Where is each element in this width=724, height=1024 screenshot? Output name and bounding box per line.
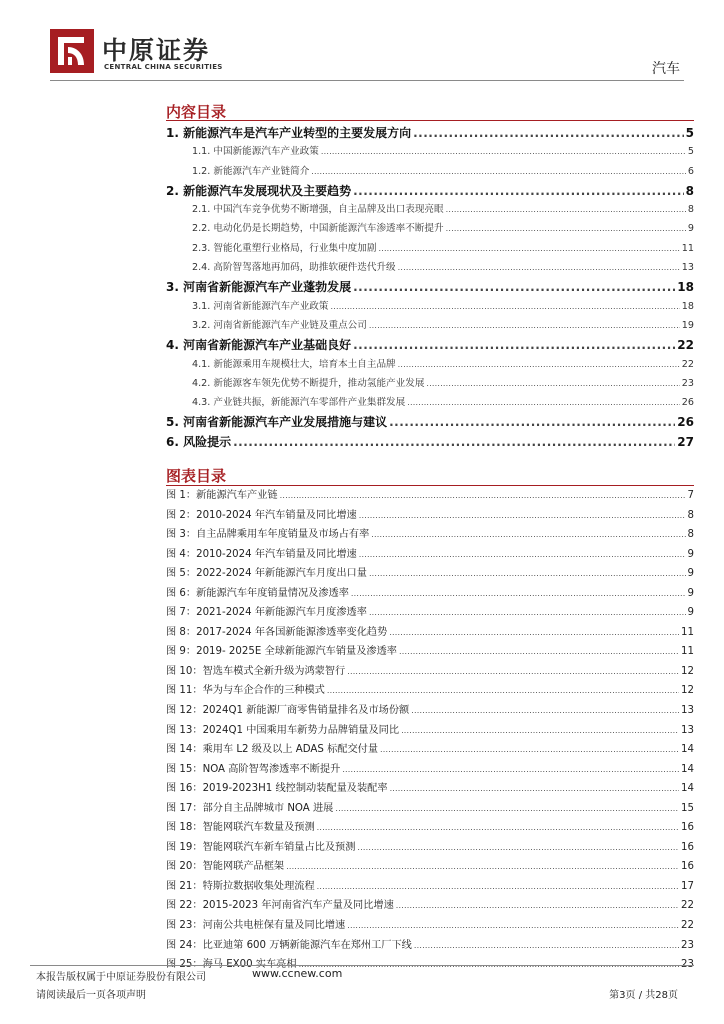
toc-entry[interactable] [166,721,694,741]
dot-leader [426,379,679,388]
toc-entry-label: 图 13：2024Q1 中国乘用车新势力品牌销量及同比 [166,724,400,736]
toc-entry-page: 16 [681,861,694,873]
toc-entry-page: 23 [681,939,694,951]
toc-entry[interactable] [166,662,694,682]
dot-leader [311,167,686,176]
toc-entry-label: 图 7：2021-2024 年新能源汽车月度渗透率 [166,607,367,619]
toc-entry-page: 14 [681,763,694,775]
dot-leader [317,882,679,891]
toc-entry[interactable] [166,916,694,936]
dot-leader [330,302,679,311]
brand-name-cn: 中原证券 [102,36,211,65]
toc-entry[interactable] [166,317,694,336]
disclaimer-notice: 请阅读最后一页各项声明 [36,990,146,1001]
toc-entry-page: 17 [681,880,694,892]
dot-leader [351,589,686,598]
toc-entry-label: 图 20：智能网联产品框架 [166,861,285,873]
toc-entry-page: 9 [687,223,694,235]
toc-entry-page: 5 [687,146,694,158]
toc-entry-page: 22 [681,900,694,912]
dot-leader [378,244,679,253]
toc-entry-page: 16 [681,841,694,853]
toc-entry-label: 图 6：新能源汽车年度销量情况及渗透率 [166,587,349,599]
toc-entry-page: 9 [687,587,694,599]
toc-entry-label: 图 23：河南公共电桩保有量及同比增速 [166,920,346,932]
dot-leader [414,941,679,950]
toc-entry-page: 19 [681,319,694,331]
toc-entry-page: 8 [687,509,694,521]
dot-leader [369,569,686,578]
toc-entry[interactable] [166,603,694,623]
table-of-contents [166,124,694,452]
toc-entry[interactable] [166,838,694,858]
dot-leader [359,511,686,520]
toc-entry-page: 11 [681,626,694,638]
toc-entry-label: 4. 河南省新能源汽车产业基础良好 [166,338,352,353]
toc-entry[interactable] [166,760,694,780]
toc-entry-page: 15 [681,802,694,814]
toc-entry-label: 1.2. 新能源汽车产业链简介 [192,165,310,177]
figures-title: 图表目录 [166,467,227,485]
dot-leader [401,726,679,735]
dot-leader [371,530,685,539]
toc-entry-label: 5. 河南省新能源汽车产业发展措施与建议 [166,415,388,430]
dot-leader [389,415,675,429]
dot-leader [398,263,680,272]
toc-entry-page: 22 [681,920,694,932]
toc-entry-label: 图 4：2010-2024 年汽车销量及同比增速 [166,548,357,560]
toc-entry-label: 图 3：自主品牌乘用车年度销量及市场占有率 [166,529,370,541]
toc-entry-label: 图 12：2024Q1 新能源厂商零售销量排名及市场份额 [166,705,410,717]
toc-entry-page: 13 [681,705,694,717]
toc-entry-page: 12 [681,665,694,677]
contents-title: 内容目录 [166,103,227,121]
dot-leader [359,550,686,559]
toc-entry-page: 22 [677,338,694,353]
toc-entry[interactable] [166,857,694,877]
toc-entry[interactable] [166,278,694,297]
dot-leader [347,921,679,930]
toc-entry[interactable] [166,124,694,143]
toc-entry-label: 6. 风险提示 [166,434,232,449]
toc-entry-label: 1. 新能源汽车是汽车产业转型的主要发展方向 [166,126,412,140]
dot-leader [286,862,679,871]
toc-entry-label: 图 10：智选车模式全新升级为鸿蒙智行 [166,665,346,677]
toc-entry-label: 图 8：2017-2024 年各国新能源渗透率变化趋势 [166,626,388,638]
toc-entry-page: 18 [677,280,694,295]
toc-entry[interactable] [166,779,694,799]
dot-leader [357,843,679,852]
toc-entry[interactable] [166,413,694,432]
figure-list [166,486,694,975]
sector-label: 汽车 [652,61,680,77]
toc-entry[interactable] [166,740,694,760]
toc-entry-page: 5 [685,126,694,140]
toc-entry-label: 图 15：NOA 高阶智驾渗透率不断提升 [166,763,341,775]
toc-entry-page: 11 [681,242,694,254]
toc-entry[interactable] [166,525,694,545]
page-number: 第3页 / 共28页 [609,990,678,1001]
dot-leader [347,667,679,676]
toc-entry-page: 22 [681,358,694,370]
toc-entry[interactable] [166,356,694,375]
contents-divider [166,120,694,121]
toc-entry[interactable] [166,201,694,220]
toc-entry-page: 23 [681,959,694,971]
toc-entry-page: 8 [685,183,694,198]
toc-entry-page: 26 [677,415,694,430]
toc-entry-label: 图 18：智能网联汽车数量及预测 [166,822,315,834]
toc-entry[interactable] [166,182,694,201]
dot-leader [369,608,686,617]
footer-divider [30,965,694,966]
toc-entry-label: 图 9：2019- 2025E 全球新能源汽车销量及渗透率 [166,646,397,658]
header-divider [50,80,684,81]
toc-entry-label: 2.3. 智能化重塑行业格局，行业集中度加剧 [192,242,377,254]
toc-entry-page: 27 [677,434,694,449]
toc-entry-page: 26 [681,397,694,409]
dot-leader [380,745,679,754]
toc-entry[interactable] [166,877,694,897]
toc-entry-label: 图 16：2019-2023H1 线控制动装配量及装配率 [166,783,388,795]
toc-entry-page: 13 [681,262,694,274]
toc-entry[interactable] [166,818,694,838]
toc-entry-page: 13 [681,724,694,736]
toc-entry-page: 23 [681,377,694,389]
toc-entry-label: 图 21：特斯拉数据收集处理流程 [166,880,315,892]
toc-entry-label: 图 19：智能网联汽车新车销量占比及预测 [166,841,356,853]
toc-entry[interactable] [166,799,694,819]
toc-entry-label: 3. 河南省新能源汽车产业蓬勃发展 [166,280,352,295]
toc-entry-label: 图 2：2010-2024 年汽车销量及同比增速 [166,509,357,521]
toc-entry-label: 图 22：2015-2023 年河南省汽车产量及同比增速 [166,900,394,912]
dot-leader [396,901,679,910]
toc-entry-page: 8 [687,529,694,541]
toc-entry-page: 11 [681,646,694,658]
toc-entry[interactable] [166,240,694,259]
toc-entry-label: 2.2. 电动化仍是长期趋势，中国新能源汽车渗透率不断提升 [192,223,444,235]
toc-entry[interactable] [166,545,694,565]
dot-leader [407,398,680,407]
toc-entry-label: 2.4. 高阶智驾落地再加码，助推软硬件迭代升级 [192,262,396,274]
dot-leader [389,628,679,637]
copyright-text: 本报告版权属于中原证券股份有限公司 [36,972,206,983]
toc-entry-label: 图 1：新能源汽车产业链 [166,490,278,501]
toc-entry[interactable] [166,623,694,643]
brand-name-en: CENTRAL CHINA SECURITIES [104,63,223,71]
toc-entry-label: 图 17：部分自主品牌城市 NOA 进展 [166,802,334,814]
dot-leader [399,647,679,656]
dot-leader [411,706,679,715]
toc-entry-page: 6 [687,165,694,177]
toc-entry[interactable] [166,375,694,394]
toc-entry-page: 9 [687,548,694,560]
dot-leader [353,280,675,294]
toc-entry[interactable] [166,506,694,526]
toc-entry-page: 14 [681,744,694,756]
toc-entry-page: 9 [687,568,694,580]
toc-entry-label: 4.1. 新能源乘用车规模壮大，培育本土自主品牌 [192,358,396,370]
company-logo-icon [50,29,94,73]
toc-entry[interactable] [166,433,694,452]
toc-entry-page: 14 [681,783,694,795]
toc-entry-label: 4.3. 产业链共振，新能源汽车零部件产业集群发展 [192,397,406,409]
toc-entry[interactable] [166,584,694,604]
dot-leader [280,491,686,500]
toc-entry[interactable] [166,701,694,721]
toc-entry-label: 3.1. 河南省新能源汽车产业政策 [192,300,329,312]
toc-entry-page: 18 [681,300,694,312]
toc-entry[interactable] [166,163,694,182]
toc-entry-label: 图 5：2022-2024 年新能源汽车月度出口量 [166,568,367,580]
dot-leader [321,147,686,156]
dot-leader [413,126,684,140]
toc-entry-label: 图 25：海马 EX00 实车亮相 [166,959,297,971]
dot-leader [233,435,675,449]
dot-leader [327,686,679,695]
toc-entry-page: 9 [687,607,694,619]
dot-leader [342,765,679,774]
toc-entry[interactable] [166,896,694,916]
toc-entry[interactable] [166,143,694,162]
toc-entry[interactable] [166,220,694,239]
dot-leader [353,338,675,352]
toc-entry[interactable] [166,259,694,278]
toc-entry-label: 图 11：华为与车企合作的三种模式 [166,685,325,697]
dot-leader [390,784,679,793]
toc-entry[interactable] [166,564,694,584]
toc-entry-page: 7 [687,490,694,501]
toc-entry[interactable] [166,936,694,956]
dot-leader [446,205,686,214]
toc-entry[interactable] [166,336,694,355]
toc-entry-label: 3.2. 河南省新能源汽车产业链及重点公司 [192,319,367,331]
website-watermark: www.ccnew.com [252,967,343,980]
toc-entry[interactable] [166,298,694,317]
dot-leader [335,804,679,813]
toc-entry[interactable] [166,642,694,662]
toc-entry-label: 图 24：比亚迪第 600 万辆新能源汽车在郑州工厂下线 [166,939,412,951]
toc-entry[interactable] [166,394,694,413]
toc-entry-page: 16 [681,822,694,834]
dot-leader [317,823,679,832]
toc-entry-label: 2.1. 中国汽车竞争优势不断增强，自主品牌及出口表现亮眼 [192,204,444,216]
toc-entry[interactable] [166,681,694,701]
page-header [0,0,724,90]
dot-leader [369,321,680,330]
dot-leader [446,224,686,233]
toc-entry-label: 2. 新能源汽车发展现状及主要趋势 [166,183,352,198]
toc-entry[interactable] [166,486,694,506]
dot-leader [353,184,684,198]
toc-entry-label: 1.1. 中国新能源汽车产业政策 [192,146,319,158]
toc-entry-label: 图 14：乘用车 L2 级及以上 ADAS 标配交付量 [166,744,379,756]
toc-entry-page: 12 [681,685,694,697]
dot-leader [398,360,680,369]
toc-entry-page: 8 [687,204,694,216]
toc-entry-label: 4.2. 新能源客车领先优势不断提升，推动氢能产业发展 [192,377,425,389]
